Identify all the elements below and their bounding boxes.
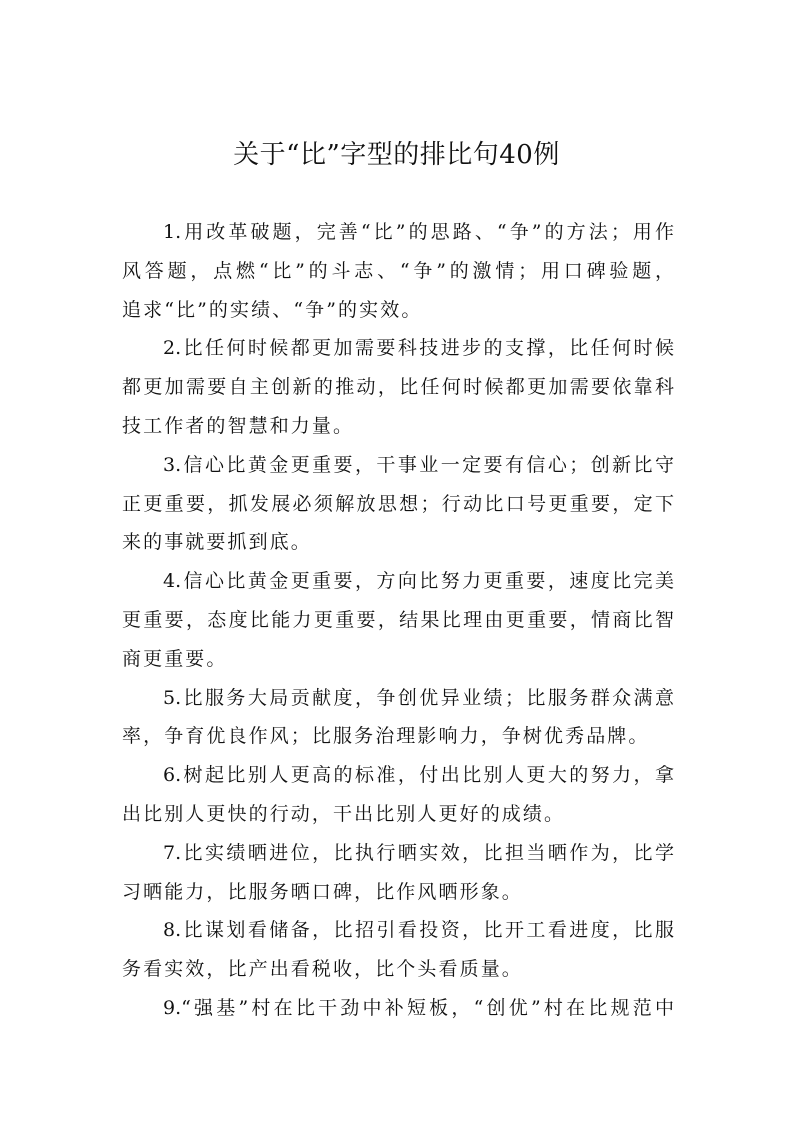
paragraph-line: 4.信心比黄金更重要，方向比努力更重要，速度比完美 (163, 570, 674, 593)
paragraph-line: 3.信心比黄金更重要，干事业一定要有信心；创新比守 (163, 453, 674, 476)
paragraph-line: 7.比实绩晒进位，比执行晒实效，比担当晒作为，比学 (163, 841, 674, 864)
paragraph-line: 追求“比”的实绩、“争”的实效。 (122, 298, 423, 321)
paragraph-line: 6.树起比别人更高的标准，付出比别人更大的努力，拿 (163, 764, 674, 787)
paragraph-7 (122, 834, 674, 912)
paragraph-line: 正更重要，抓发展必须解放思想；行动比口号更重要，定下 (122, 492, 674, 515)
paragraph-line: 出比别人更快的行动，干出比别人更好的成绩。 (122, 802, 566, 825)
paragraph-line: 5.比服务大局贡献度，争创优异业绩；比服务群众满意 (163, 686, 674, 709)
paragraph-line: 风答题，点燃“比”的斗志、“争”的激情；用口碑验题， (122, 259, 674, 282)
paragraph-9 (122, 989, 674, 1028)
paragraph-line: 9.“强基”村在比干劲中补短板，“创优”村在比规范中 (163, 996, 674, 1019)
paragraph-line: 更重要，态度比能力更重要，结果比理由更重要，情商比智 (122, 608, 674, 631)
paragraph-line: 商更重要。 (122, 647, 228, 670)
paragraph-line: 率，争育优良作风；比服务治理影响力，争树优秀品牌。 (122, 725, 650, 748)
document-title: 关于“比”字型的排比句40例 (233, 140, 560, 170)
paragraph-line: 都更加需要自主创新的推动，比任何时候都更加需要依靠科 (122, 376, 674, 399)
paragraph-line: 技工作者的智慧和力量。 (122, 414, 355, 437)
paragraph-5 (122, 679, 674, 757)
paragraph-4 (122, 562, 674, 678)
paragraph-line: 来的事就要抓到底。 (122, 531, 312, 554)
paragraph-line: 1.用改革破题，完善“比”的思路、“争”的方法；用作 (163, 221, 674, 243)
paragraph-line: 务看实效，比产出看税收，比个头看质量。 (122, 958, 523, 981)
paragraph-8 (122, 911, 674, 989)
paragraph-3 (122, 446, 674, 562)
paragraph-line: 习晒能力，比服务晒口碑，比作风晒形象。 (122, 880, 523, 903)
paragraph-1 (122, 213, 674, 329)
document-body (122, 213, 674, 1028)
paragraph-line: 2.比任何时候都更加需要科技进步的支撑，比任何时候 (163, 337, 674, 360)
paragraph-line: 8.比谋划看储备，比招引看投资，比开工看进度，比服 (163, 919, 674, 942)
paragraph-2 (122, 329, 674, 445)
paragraph-6 (122, 756, 674, 834)
